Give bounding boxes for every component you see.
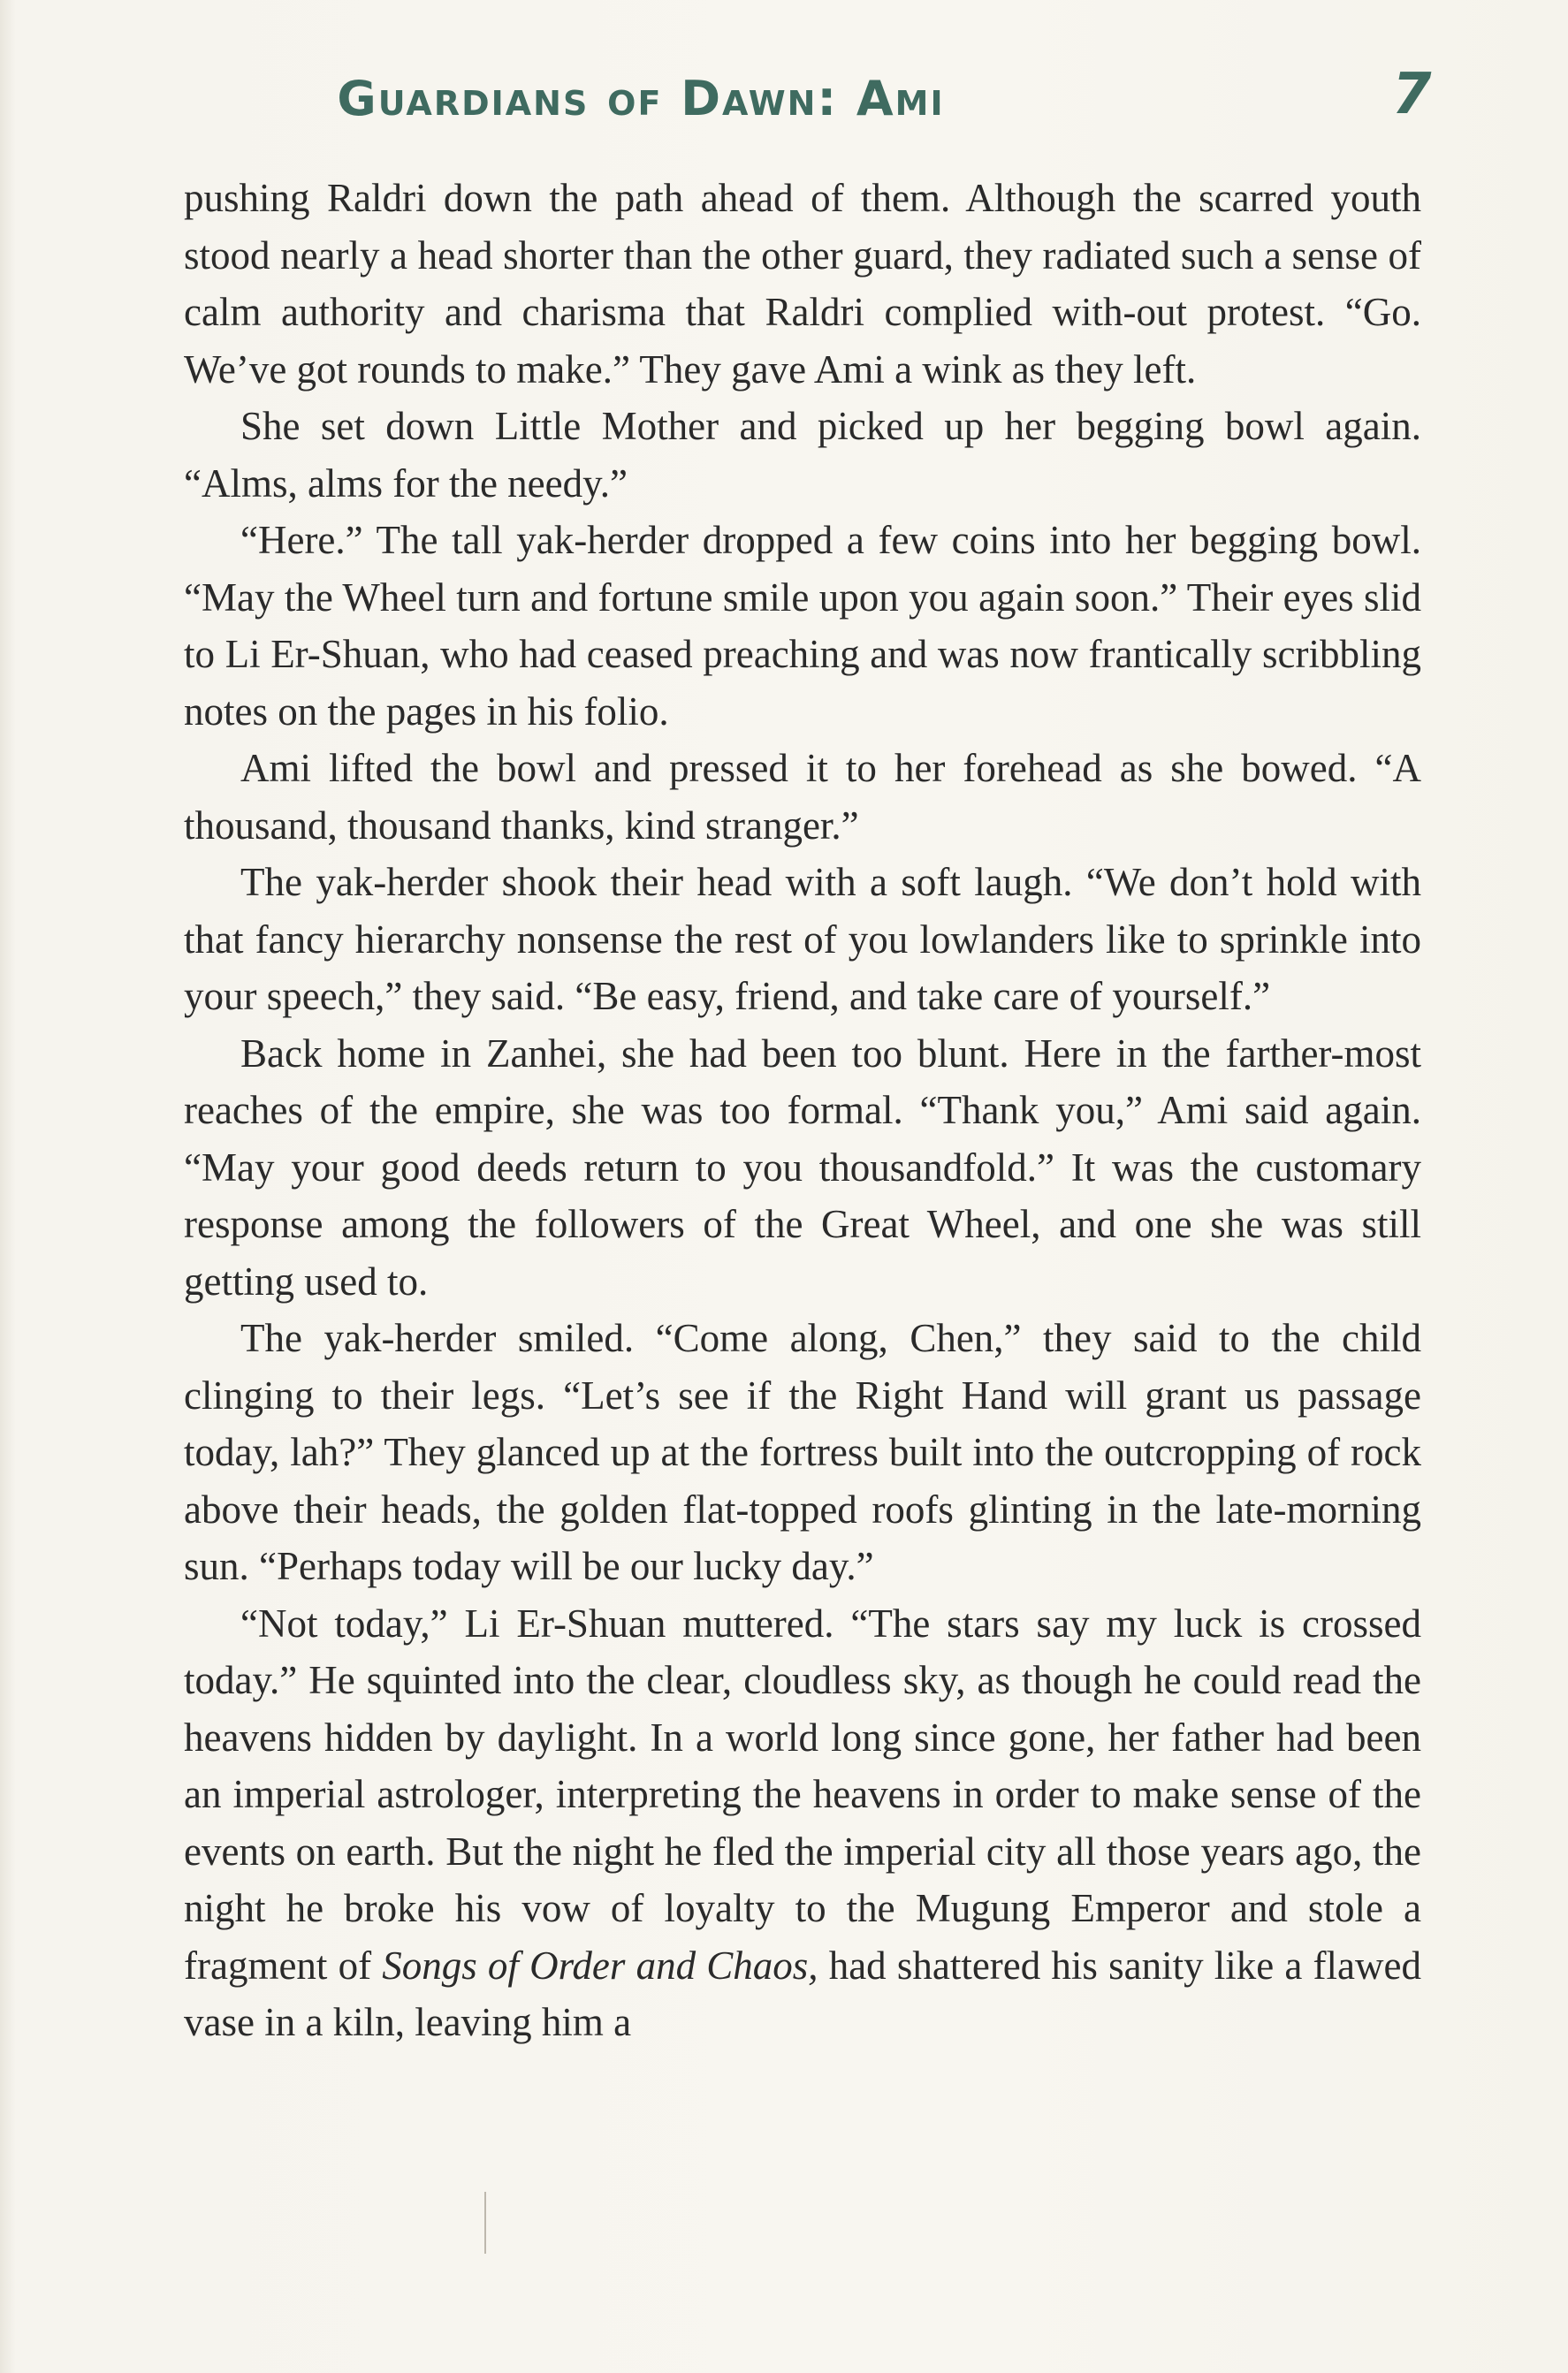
paragraph: “Here.” The tall yak-herder dropped a few coins into her begging bowl. “May the Wheel turn and fortune smile upon you again soon.” Their eyes slid to Li Er-Shuan, who had ceased preaching and was now frantically scribbling notes on the pages in his folio. bbox=[184, 518, 1421, 734]
paragraph: Back home in Zanhei, she had been too blunt. Here in the farther-most reaches of the empire, she was too formal. “Thank you,” Ami said again. “May your good deeds return to you thousandfold.” It was the customary response among the followers of the Great Wheel, and one she was still getting used to. bbox=[184, 1031, 1421, 1304]
paragraph: pushing Raldri down the path ahead of them. Although the scarred youth stood nearly a head shorter than the other guard, they radiated such a sense of calm authority and charisma that Raldri complied with-out protest. “Go. We’ve got rounds to make.” They gave Ami a wink as they left. bbox=[184, 176, 1421, 392]
page-header bbox=[0, 44, 1568, 150]
body-text bbox=[184, 170, 1421, 2051]
paragraph: She set down Little Mother and picked up her begging bowl again. “Alms, alms for the needy.” bbox=[184, 404, 1421, 506]
paragraph: The yak-herder smiled. “Come along, Chen,” they said to the child clinging to their legs. “Let’s see if the Right Hand will grant us passage today, lah?” They glanced up at the fortress built into the outcropping of rock above their heads, the golden flat-topped roofs glinting in the late-morning sun. “Perhaps today will be our lucky day.” bbox=[184, 1316, 1421, 1588]
book-title-italic: Songs of Order and Chaos, bbox=[382, 1943, 818, 1988]
page-number: 7 bbox=[1392, 62, 1432, 127]
paragraph: Ami lifted the bowl and pressed it to her forehead as she bowed. “A thousand, thousand thanks, kind stranger.” bbox=[184, 746, 1421, 848]
paragraph: The yak-herder shook their head with a soft laugh. “We don’t hold with that fancy hierarchy nonsense the rest of you lowlanders like to sprinkle into your speech,” they said. “Be easy, friend, and take care of yourself.” bbox=[184, 860, 1421, 1018]
paragraph-text: “Not today,” Li Er-Shuan muttered. “The stars say my luck is crossed today.” He squinted into the clear, cloudless sky, as though he could read the heavens hidden by daylight. In a world long since gone, her father had been an imperial astrologer, interpreting the heavens in order to make sense of the events on earth. But the night he fled the imperial city all those years ago, the night he broke his vow of loyalty to the Mugung Emperor and stole a fragment of bbox=[184, 1601, 1421, 1988]
page-crease-mark bbox=[484, 2192, 486, 2254]
paragraph-text: had shattered his sanity like a flawed vase in a kiln, leaving him a bbox=[184, 1943, 1421, 2044]
paragraph bbox=[184, 1595, 1421, 2051]
running-title: Guardians of Dawn: Ami bbox=[337, 71, 945, 126]
